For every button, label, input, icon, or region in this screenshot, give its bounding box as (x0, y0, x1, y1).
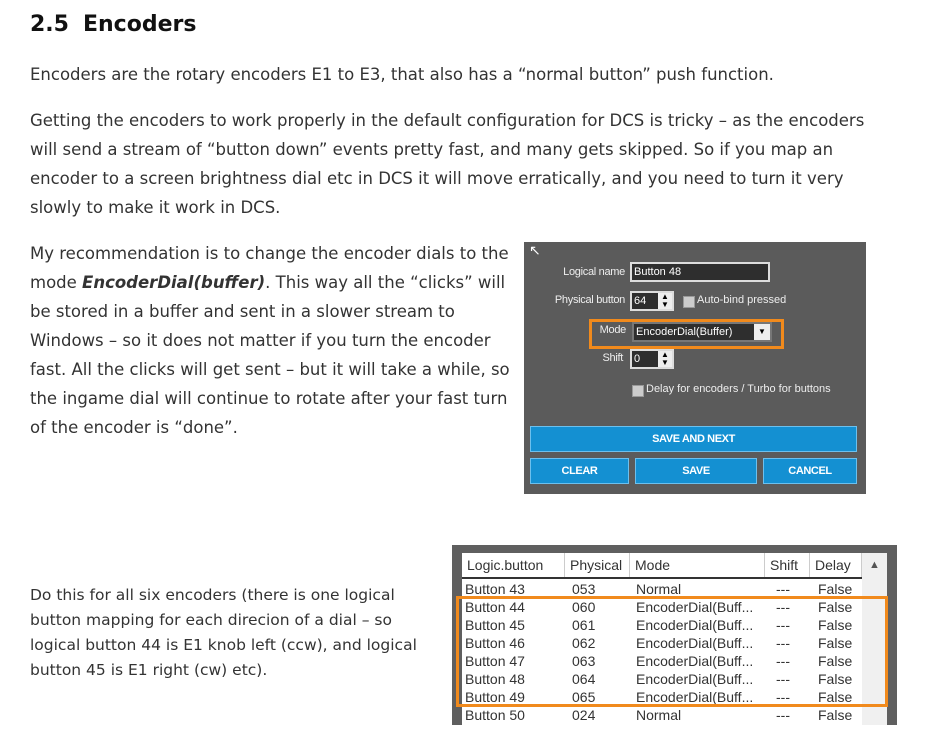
column-header-shift[interactable]: Shift (765, 553, 810, 577)
column-header-logic-button[interactable]: Logic.button (462, 553, 565, 577)
column-header-physical[interactable]: Physical (565, 553, 630, 577)
physical-button-stepper[interactable]: 64 ▲ ▼ (630, 291, 674, 311)
cancel-button[interactable]: CANCEL (763, 458, 857, 484)
button-config-dialog (524, 242, 866, 494)
delay-label: Delay for encoders / Turbo for buttons (646, 383, 831, 395)
physical-button-label: Physical button (554, 294, 625, 306)
logical-name-input[interactable]: Button 48 (630, 262, 770, 282)
table-cell: EncoderDial(Buff... (636, 599, 754, 615)
table-cell: Button 44 (465, 599, 525, 615)
table-cell: EncoderDial(Buff... (636, 671, 754, 687)
column-header-mode[interactable]: Mode (630, 553, 765, 577)
mouse-cursor-icon: ↖ (529, 242, 541, 258)
table-cell: False (818, 617, 853, 633)
shift-stepper[interactable]: 0 ▲ ▼ (630, 349, 674, 369)
table-cell: Normal (636, 581, 682, 597)
table-cell: --- (776, 635, 790, 651)
table-cell: Button 50 (465, 707, 525, 723)
table-cell: Button 47 (465, 653, 525, 669)
mode-select[interactable]: EncoderDial(Buffer) ▼ (632, 322, 772, 342)
delay-checkbox[interactable] (632, 385, 644, 397)
problem-paragraph: Getting the encoders to work properly in the default configuration for DCS is tricky – as the encoders will send a stream of “button down” events pretty fast, and many gets skipped. So if you map an encoder to a screen brightness dial etc in DCS it will move erratically, and you need to turn it very slowly to make it work in DCS. (30, 111, 865, 217)
table-cell: False (818, 599, 853, 615)
table-cell: False (818, 653, 853, 669)
table-cell: False (818, 707, 853, 723)
table-cell: Button 45 (465, 617, 525, 633)
spinner-arrows-icon[interactable]: ▲ ▼ (658, 293, 672, 309)
table-cell: Button 46 (465, 635, 525, 651)
clear-button[interactable]: CLEAR (530, 458, 629, 484)
recommendation-paragraph: My recommendation is to change the encoder dials to the mode EncoderDial(buffer). This way all the “clicks” will be stored in a buffer and sent in a slower stream to Windows – so it does not matter if you turn the encoder fast. All the clicks will get sent – but it will take a while, so the ingame dial will continue to rotate after your fast turn of the encoder is “done”. (30, 244, 510, 437)
table-cell: --- (776, 671, 790, 687)
table-cell: 063 (572, 653, 596, 669)
section-heading: 2.5 Encoders (30, 12, 197, 37)
column-header-delay[interactable]: Delay (810, 553, 862, 577)
auto-bind-label: Auto-bind pressed (697, 294, 787, 306)
table-cell: 024 (572, 707, 596, 723)
table-cell: --- (776, 617, 790, 633)
table-cell: --- (776, 689, 790, 705)
table-cell: False (818, 581, 853, 597)
table-cell: --- (776, 599, 790, 615)
table-cell: 053 (572, 581, 596, 597)
table-cell: --- (776, 707, 790, 723)
auto-bind-checkbox[interactable] (683, 296, 695, 308)
shift-label: Shift (602, 352, 623, 364)
scroll-up-icon[interactable]: ▲ (869, 559, 880, 571)
table-cell: Normal (636, 707, 682, 723)
header-divider (462, 577, 862, 579)
table-cell: False (818, 635, 853, 651)
table-cell: 060 (572, 599, 596, 615)
encoder-rows-highlight-box (456, 596, 888, 707)
table-cell: EncoderDial(Buff... (636, 653, 754, 669)
intro-paragraph: Encoders are the rotary encoders E1 to E3, that also has a “normal button” push function. (30, 65, 774, 84)
mode-label: Mode (599, 324, 626, 336)
table-cell: EncoderDial(Buff... (636, 689, 754, 705)
table-row[interactable] (462, 706, 862, 724)
table-cell: 064 (572, 671, 596, 687)
final-paragraph: Do this for all six encoders (there is one logical button mapping for each direcion of a dial – so logical button 44 is E1 knob left (ccw), and logical button 45 is E1 right (cw) etc). (30, 586, 417, 679)
table-cell: Button 43 (465, 581, 525, 597)
table-cell: --- (776, 653, 790, 669)
table-cell: --- (776, 581, 790, 597)
table-cell: False (818, 671, 853, 687)
table-cell: False (818, 689, 853, 705)
spinner-arrows-icon[interactable]: ▲ ▼ (658, 351, 672, 367)
table-cell: EncoderDial(Buff... (636, 617, 754, 633)
table-cell: 061 (572, 617, 596, 633)
table-cell: Button 49 (465, 689, 525, 705)
save-button[interactable]: SAVE (635, 458, 757, 484)
logical-name-label: Logical name (563, 266, 625, 278)
table-cell: Button 48 (465, 671, 525, 687)
button-mapping-table (452, 545, 897, 725)
save-and-next-button[interactable]: SAVE AND NEXT (530, 426, 857, 452)
chevron-down-icon[interactable]: ▼ (754, 324, 770, 340)
table-cell: EncoderDial(Buff... (636, 635, 754, 651)
table-cell: 062 (572, 635, 596, 651)
table-cell: 065 (572, 689, 596, 705)
